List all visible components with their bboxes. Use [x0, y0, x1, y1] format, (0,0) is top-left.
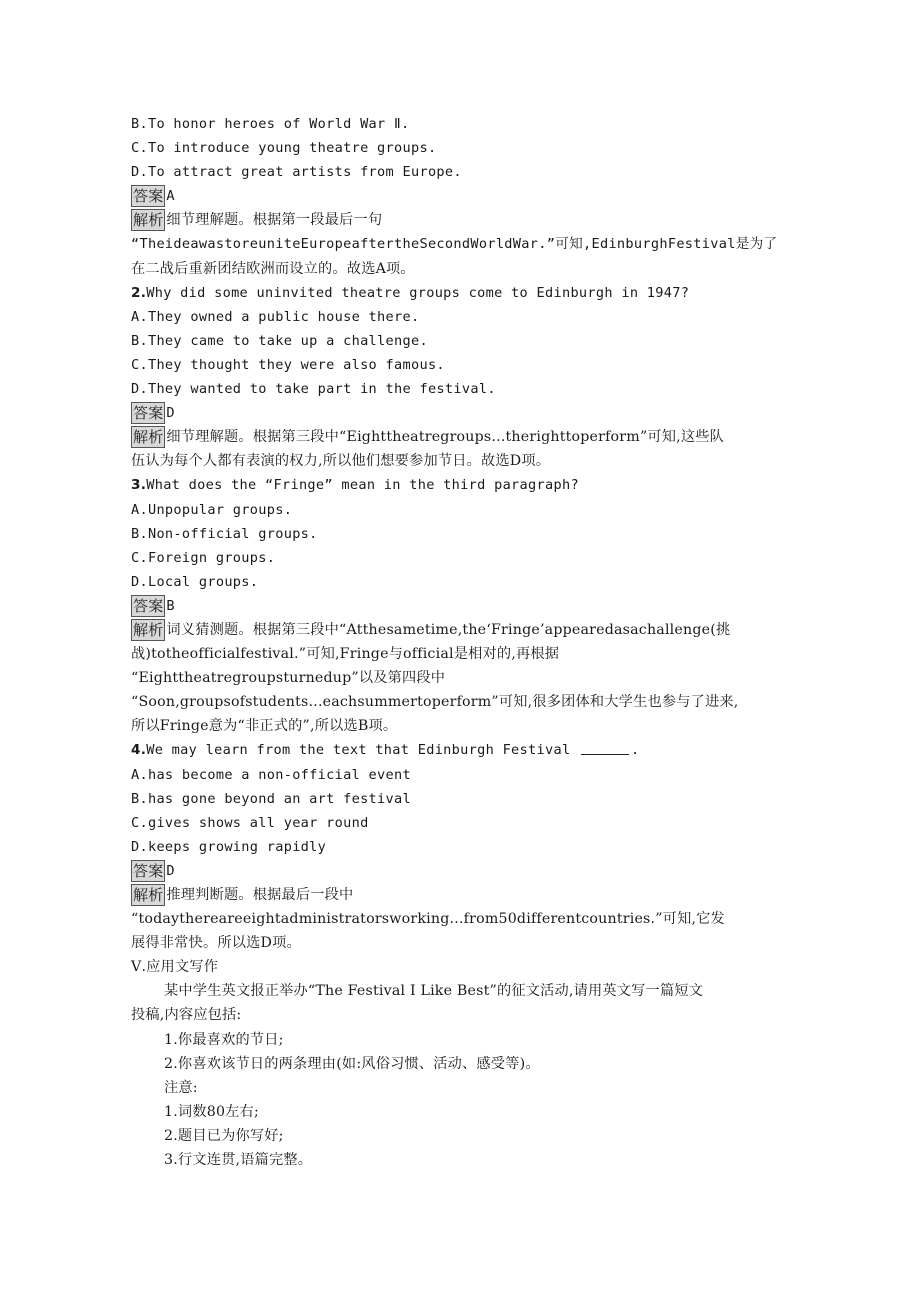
- q4-question-end: .: [630, 742, 640, 759]
- q1-option-b: B.To honor heroes of World War Ⅱ.: [131, 116, 410, 132]
- document-page: [131, 112, 799, 1172]
- q2-option-b: B.They came to take up a challenge.: [131, 332, 428, 349]
- q3-analysis-line-4: “Soon,groupsofstudents...eachsummertoperform”可知,很多团体和大学生也参与了进来,: [131, 694, 739, 711]
- q4-analysis-line-3: 展得非常快。所以选D项。: [131, 935, 301, 952]
- q2-analysis-line-2: 伍认为每个人都有表演的权力,所以他们想要参加节日。故选D项。: [131, 453, 551, 470]
- answer-tag: 答案: [133, 861, 164, 880]
- q1-option-d: D.To attract great artists from Europe.: [131, 164, 462, 181]
- q2-option-c: C.They thought they were also famous.: [131, 356, 445, 373]
- q3-option-b: B.Non-official groups.: [131, 525, 318, 542]
- analysis-tag: 解析: [133, 620, 164, 639]
- q3-option-a: A.Unpopular groups.: [131, 501, 293, 518]
- answer-blank: [581, 740, 629, 755]
- q4-analysis-line-1: 推理判断题。根据最后一段中: [166, 887, 354, 903]
- section-5-item-2: 2.你喜欢该节日的两条理由(如:风俗习惯、活动、感受等)。: [164, 1055, 540, 1072]
- answer-tag: 答案: [133, 596, 164, 615]
- q2-number: 2.: [131, 284, 147, 301]
- q1-analysis-line-3: 在二战后重新团结欧洲而设立的。故选A项。: [131, 260, 415, 277]
- q4-option-c: C.gives shows all year round: [131, 814, 369, 831]
- q4-analysis-line-2: “todaythereareeightadministratorsworking...from50differentcountries.”可知,它发: [131, 911, 725, 928]
- q4-question: [131, 738, 799, 762]
- q1-analysis-line-2: “TheideawastoreuniteEuropeaftertheSecondWorldWar.”可知,EdinburghFestival是为了: [131, 236, 778, 253]
- q3-number: 3.: [131, 477, 147, 494]
- q3-question: [131, 473, 799, 497]
- q1-option-c: C.To introduce young theatre groups.: [131, 140, 437, 157]
- section-5-note-3: 3.行文连贯,语篇完整。: [164, 1152, 313, 1169]
- q3-analysis-row: [131, 618, 799, 642]
- section-5-prompt-line-1: 某中学生英文报正举办“The Festival I Like Best”的征文活动,请用英文写一篇短文: [164, 983, 704, 1000]
- q1-analysis-row: [131, 208, 799, 232]
- q4-option-d: D.keeps growing rapidly: [131, 838, 327, 855]
- section-5-notes-title: 注意:: [164, 1079, 198, 1096]
- analysis-tag: 解析: [133, 886, 164, 904]
- q4-analysis-row: [131, 883, 799, 907]
- q2-answer-row: [131, 401, 799, 425]
- q2-analysis-row: [131, 425, 799, 449]
- q3-question-text: What does the “Fringe” mean in the third paragraph?: [146, 477, 579, 494]
- section-5-heading: Ⅴ.应用文写作: [131, 959, 219, 976]
- q4-option-b: B.has gone beyond an art festival: [131, 790, 411, 807]
- q4-answer-value: D: [166, 862, 175, 879]
- q4-question-text: We may learn from the text that Edinburgh Festival: [146, 742, 571, 759]
- analysis-tag: 解析: [133, 211, 164, 230]
- q1-answer-value: A: [166, 188, 175, 205]
- q2-analysis-line-1: 细节理解题。根据第三段中“Eighttheatregroups...therighttoperform”可知,这些队: [166, 429, 725, 446]
- q3-analysis-line-1: 词义猜测题。根据第三段中“Atthesametime,the‘Fringe’appearedasachallenge(挑: [166, 621, 731, 638]
- section-5-note-2: 2.题目已为你写好;: [164, 1127, 284, 1144]
- q3-analysis-line-2: 战)totheofficialfestival.”可知,Fringe与official是相对的,再根据: [131, 646, 560, 663]
- answer-tag: 答案: [133, 187, 164, 206]
- q2-question-text: Why did some uninvited theatre groups come to Edinburgh in 1947?: [146, 284, 690, 301]
- q4-option-a: A.has become a non-official event: [131, 766, 411, 783]
- analysis-tag: 解析: [133, 428, 164, 447]
- q3-answer-row: [131, 594, 799, 618]
- q4-answer-row: [131, 859, 799, 883]
- q2-question: [131, 281, 799, 305]
- q3-option-d: D.Local groups.: [131, 573, 259, 590]
- q2-option-a: A.They owned a public house there.: [131, 308, 420, 325]
- answer-tag: 答案: [133, 404, 164, 423]
- section-5-note-1: 1.词数80左右;: [164, 1103, 259, 1120]
- q1-analysis-line-1: 细节理解题。根据第一段最后一句: [166, 212, 383, 229]
- q1-answer-row: [131, 184, 799, 208]
- q4-number: 4.: [131, 742, 147, 759]
- q3-analysis-line-5: 所以Fringe意为“非正式的”,所以选B项。: [131, 718, 398, 735]
- q2-option-d: D.They wanted to take part in the festival.: [131, 381, 496, 398]
- q3-analysis-line-3: “Eighttheatregroupsturnedup”以及第四段中: [131, 670, 446, 687]
- section-5-prompt-line-2: 投稿,内容应包括:: [131, 1007, 242, 1024]
- q3-option-c: C.Foreign groups.: [131, 549, 276, 566]
- q2-answer-value: D: [166, 405, 175, 422]
- q3-answer-value: B: [166, 597, 175, 614]
- section-5-item-1: 1.你最喜欢的节日;: [164, 1031, 284, 1048]
